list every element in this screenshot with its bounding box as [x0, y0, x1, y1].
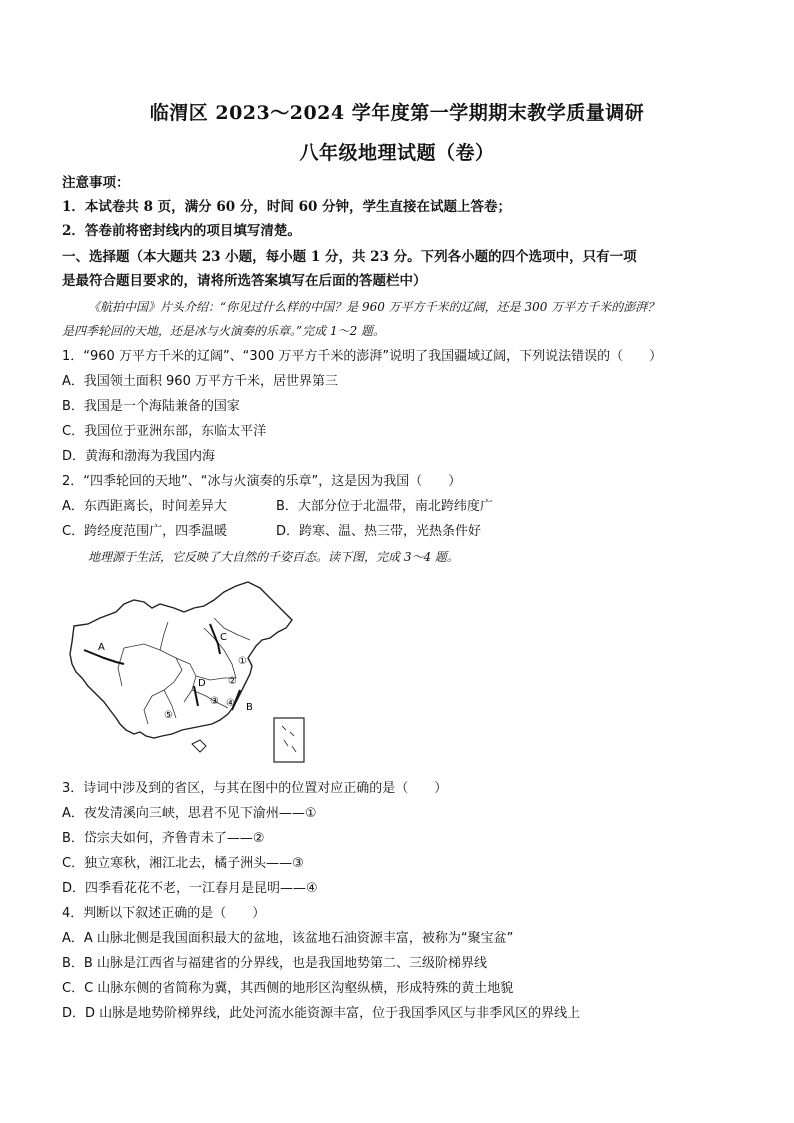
q2-stem: 2．“四季轮回的天地”、“冰与火演奏的乐章”，这是因为我国（ ）: [62, 474, 462, 489]
map-marker-3: ③: [210, 696, 219, 707]
q1-option-a: A．我国领土面积 960 万平方千米，居世界第三: [62, 374, 338, 389]
exam-subtitle: 八年级地理试题（卷）: [299, 142, 495, 164]
q1-option-c: C．我国位于亚洲东部，东临太平洋: [62, 424, 267, 439]
mountain-c: [210, 624, 220, 654]
q4-option-b: B．B 山脉是江西省与福建省的分界线，也是我国地势第二、三级阶梯界线: [62, 956, 487, 971]
q4-option-a: A．A 山脉北侧是我国面积最大的盆地，该盆地石油资源丰富，被称为“聚宝盆”: [62, 931, 514, 946]
q3-option-b: B．岱宗夫如何，齐鲁青未了——②: [62, 831, 265, 846]
q1-option-b: B．我国是一个海陆兼备的国家: [62, 399, 240, 414]
q2-option-d: D．跨寒、温、热三带，光热条件好: [276, 524, 482, 539]
map-marker-2: ②: [228, 676, 237, 687]
map-label-c: C: [220, 632, 227, 643]
notes-heading: 注意事项：: [62, 175, 130, 191]
passage1-line2: 是四季轮回的天地，还是冰与火演奏的乐章。”完成 1～2 题。: [62, 324, 386, 338]
map-marker-1: ①: [238, 656, 247, 667]
south-sea-islands: [282, 726, 296, 752]
q1-option-d: D．黄海和渤海为我国内海: [62, 449, 216, 464]
map-marker-4: ④: [226, 698, 235, 709]
section1-heading-line1: 一、选择题（本大题共 23 小题，每小题 1 分，共 23 分。下列各小题的四个选项中，只有一项: [62, 249, 637, 265]
q1-stem: 1．“960 万平方千米的辽阔”、“300 万平方千米的澎湃”说明了我国疆域辽阔，下列说法错误的（ ）: [62, 349, 663, 364]
passage1-line1: 《航拍中国》片头介绍：“你见过什么样的中国？是 960 万平方千米的辽阔，还是 300 万平方千米的澎湃？: [88, 300, 660, 314]
q3-option-c: C．独立寒秋，湘江北去，橘子洲头——③: [62, 856, 304, 871]
map-label-d: D: [198, 678, 206, 689]
passage2: 地理源于生活，它反映了大自然的千姿百态。读下图，完成 3～4 题。: [88, 550, 459, 564]
south-sea-inset: [274, 718, 304, 762]
note-item-2: 2．答卷前将密封线内的项目填写清楚。: [62, 223, 301, 239]
section1-heading-line2: 是最符合题目要求的，请将所选答案填写在后面的答题栏中）: [62, 273, 427, 289]
mountain-d: [194, 686, 198, 706]
q2-option-c: C．跨经度范围广，四季温暖: [62, 524, 228, 539]
note-item-1: 1．本试卷共 8 页，满分 60 分，时间 60 分钟，学生直接在试题上答卷；: [62, 199, 512, 215]
map-label-b: B: [246, 702, 253, 713]
hainan-island: [192, 740, 206, 752]
q3-stem: 3．诗词中涉及到的省区，与其在图中的位置对应正确的是（ ）: [62, 781, 448, 796]
q4-option-c: C．C 山脉东侧的省简称为冀，其西侧的地形区沟壑纵横，形成特殊的黄土地貌: [62, 981, 514, 996]
map-label-a: A: [98, 642, 105, 653]
exam-title: 临渭区 2023～2024 学年度第一学期期末教学质量调研: [149, 102, 645, 124]
q4-stem: 4．判断以下叙述正确的是（ ）: [62, 906, 266, 921]
map-marker-5: ⑤: [164, 710, 173, 721]
china-map: [64, 578, 328, 768]
q2-option-b: B．大部分位于北温带，南北跨纬度广: [276, 499, 493, 514]
q2-option-a: A．东西距离长，时间差异大: [62, 499, 227, 514]
q3-option-a: A．夜发清溪向三峡，思君不见下渝州——①: [62, 806, 317, 821]
q3-option-d: D．四季看花花不老，一江春月是昆明——④: [62, 881, 318, 896]
q4-option-d: D．D 山脉是地势阶梯界线，此处河流水能资源丰富，位于我国季风区与非季风区的界线上: [62, 1006, 581, 1021]
